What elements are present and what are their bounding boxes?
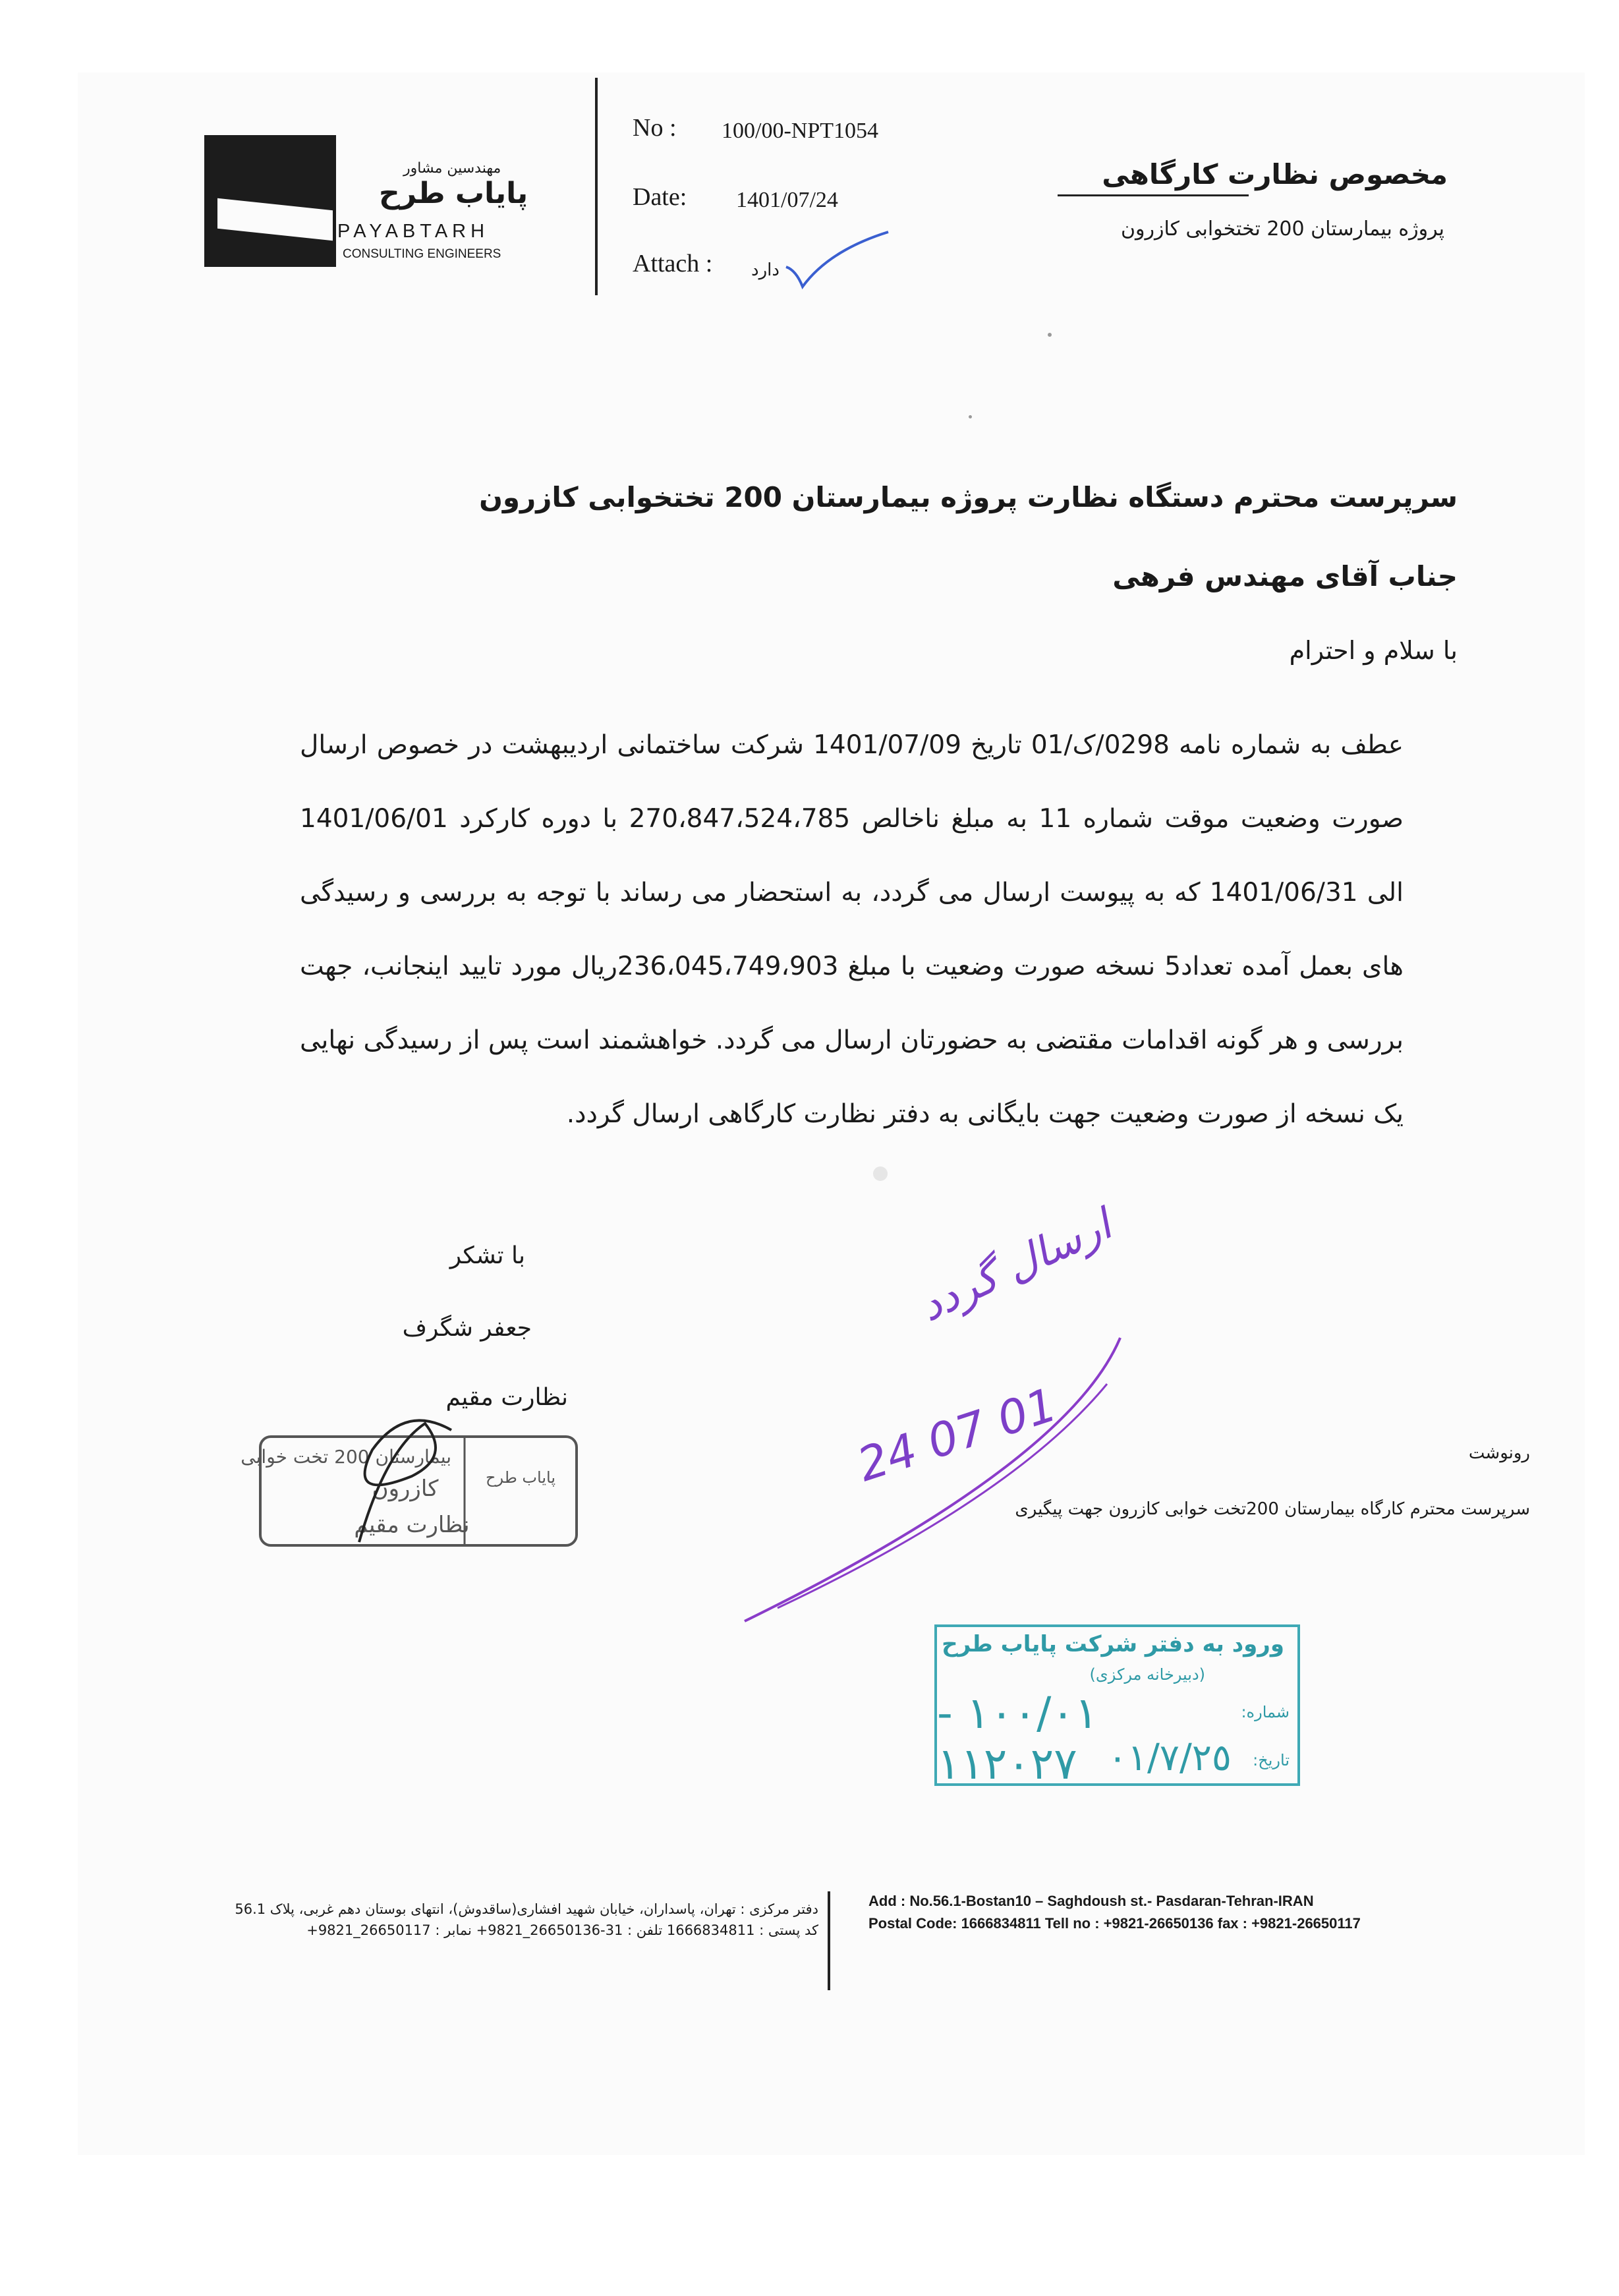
logo-en-name: PAYABTARH <box>337 221 490 242</box>
paper-speck <box>1048 333 1052 337</box>
paper-speck <box>969 415 972 418</box>
footer-fa-contact: کد پستی : 1666834811 تلفن : 31-26650136_9821+ نمابر : 26650117_9821+ <box>306 1922 818 1938</box>
footer-divider <box>828 1891 830 1990</box>
closing: با تشکر <box>449 1242 525 1269</box>
confidential-title: مخصوص نظارت کارگاهی <box>1102 158 1448 190</box>
date-value: 1401/07/24 <box>736 188 838 212</box>
stamp-brand: پایاب طرح <box>485 1468 556 1487</box>
stamp-line1: بیمارستان 200 تخت خوابی <box>241 1446 451 1468</box>
entry-stamp-title: ورود به دفتر شرکت پایاب طرح <box>942 1631 1284 1657</box>
entry-number-label: شماره: <box>1241 1703 1290 1721</box>
signer-title: نظارت مقیم <box>445 1384 568 1411</box>
project-name: پروژه بیمارستان 200 تختخوابی کازرون <box>1121 217 1444 241</box>
confidential-underline <box>1058 194 1249 196</box>
entry-stamp-subtitle: (دبیرخانه مرکزی) <box>1089 1665 1205 1684</box>
footer-en-contact: Postal Code: 1666834811 Tell no : +9821-26650136 fax : +9821-26650117 <box>868 1915 1361 1932</box>
stamp-line2: کازرون <box>372 1476 439 1502</box>
attach-label: Attach : <box>633 250 713 277</box>
logo-fa-name: پایاب طرح <box>379 177 528 210</box>
cc-title: رونوشت <box>1468 1443 1530 1463</box>
logo-en-subtitle: CONSULTING ENGINEERS <box>343 247 501 261</box>
registry-entry-stamp <box>934 1624 1300 1789</box>
entry-date-label: تاریخ: <box>1253 1751 1290 1769</box>
handwritten-annotation <box>738 1186 1239 1634</box>
date-label: Date: <box>633 183 687 211</box>
greeting: با سلام و احترام <box>1289 636 1458 665</box>
recipient-line2: جناب آقای مهندس فرهی <box>1112 560 1458 592</box>
signer-name: جعفر شگرف <box>402 1315 532 1342</box>
header-divider <box>595 78 598 295</box>
paper-mark <box>873 1166 888 1181</box>
recipient-line1: سرپرست محترم دستگاه نظارت پروژه بیمارستان 200 تختخوابی کازرون <box>479 481 1458 513</box>
no-label: No : <box>633 114 677 142</box>
footer-en-address: Add : No.56.1-Bostan10 – Saghdoush st.- Pasdaran-Tehran-IRAN <box>868 1893 1314 1909</box>
company-logo-mark <box>204 135 336 267</box>
no-value: 100/00-NPT1054 <box>722 119 878 143</box>
site-supervision-stamp <box>241 1410 583 1552</box>
check-icon <box>783 231 895 290</box>
logo-fa-subtitle: مهندسین مشاور <box>403 160 501 177</box>
handwritten-note: ارسال گردد <box>912 1200 1119 1332</box>
attach-value: دارد <box>751 260 780 280</box>
entry-date-value: ٠١/٧/٢٥ <box>1107 1736 1232 1779</box>
cc-line: سرپرست محترم کارگاه بیمارستان 200تخت خوابی کازرون جهت پیگیری <box>1015 1499 1530 1519</box>
letter-body: عطف به شماره نامه 0298/ک/01 تاریخ 1401/07/09 شرکت ساختمانی اردیبهشت در خصوص ارسال صورت وضعیت موقت شماره 11 به مبلغ ناخالص 270،847،524،785 با دوره کارکرد 1401/06/01 الی 1401/06/31 که به پیوست ارسال می گردد، به استحضار می رساند با توجه به بررسی و رسیدگی های بعمل آمده تعداد5 نسخه صورت وضعیت با مبلغ 236،045،749،903ریال مورد تایید اینجانب، جهت بررسی و هر گونه اقدامات مقتضی به حضورتان ارسال می گردد. خواهشمند است پس از رسیدگی نهایی یک نسخه از صورت وضعیت جهت بایگانی به دفتر نظارت کارگاهی ارسال گردد. <box>300 730 1404 1129</box>
footer-fa-address: دفتر مرکزی : تهران، پاسداران، خیابان شهید افشاری(ساقدوش)، انتهای بوستان دهم غربی، پلاک 56.1 <box>235 1901 818 1917</box>
handwritten-date: 24 07 01 <box>851 1377 1064 1493</box>
entry-number-value: ١٠٠/٠١ - ١١٢٠٢٧ <box>937 1688 1098 1789</box>
stamp-line3: نظارت مقیم <box>354 1512 470 1538</box>
